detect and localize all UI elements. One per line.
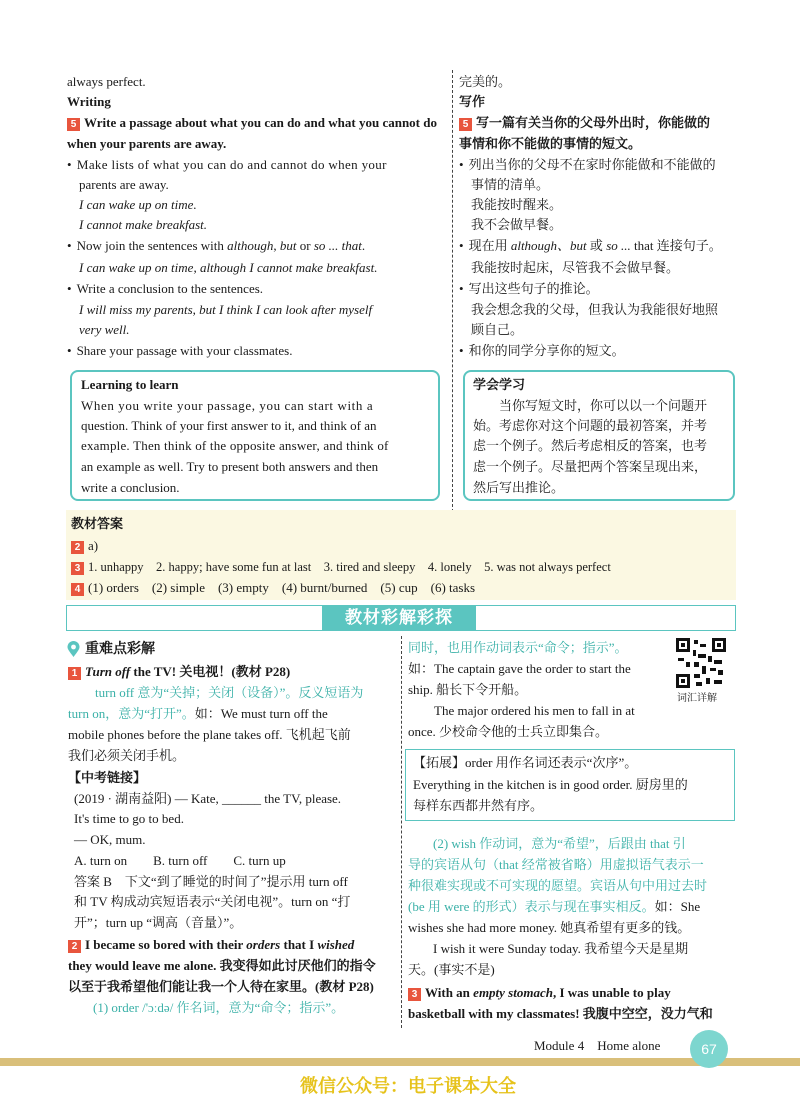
answer-row [71,559,611,575]
keyword: so ... [606,238,631,253]
text-line: mobile phones before the plane takes off. 飞机起飞前 [68,727,351,742]
number-badge: 5 [67,118,80,131]
box-line: example. Then think of the opposite answer, and think of [81,438,389,453]
bullet-item-cn [459,281,599,297]
task5-line2-cn: 事情和你不能做的事情的短文。 [459,136,642,151]
example-line: very well. [79,322,130,337]
text-fragment: 或 [586,238,607,253]
answer-text: 1. unhappy 2. happy; have some fun at last 3. tired and sleepy 4. lonely 5. was not always perfect [88,560,611,574]
text-line: 我能按时醒来。 [471,197,563,212]
bullet-text: 现在用 [468,238,511,253]
text-line: always perfect. [67,74,146,89]
qr-code[interactable] [676,638,726,688]
text-line: 我能按时起床，尽管我不会做早餐。 [471,260,680,275]
text-line: 完美的。 [459,74,512,89]
text-line: 以至于我希望他们能让我一个人待在家里。(教材 P28) [68,979,374,994]
text-line: 每样东西都井然有序。 [413,798,544,813]
answer-text: a) [88,538,99,553]
item1-title [68,664,290,680]
section-title: 重难点彩解 [85,641,155,657]
box-line-cn: 然后写出推论。 [473,480,565,495]
text-line: Everything in the kitchen is in good order. 厨房里的 [413,777,688,792]
number-badge: 3 [71,562,84,575]
text-fragment: I became so bored with their [85,937,247,952]
box-line-cn: 虑一个例子。尽量把两个答案呈现出来， [473,459,708,474]
keyword: although [227,238,274,253]
highlight-text: (be 用 were 的形式）表示与现在事实相反。 [408,899,655,914]
keyword: so ... that [313,238,362,253]
text-line: parents are away. [79,177,169,192]
keyword: wished [317,937,355,952]
module-label: Module 4 Home alone [534,1038,661,1053]
writing-heading-cn: 写作 [459,94,486,109]
text-line: 顾自己。 [471,322,524,337]
pin-icon [66,641,81,658]
box-line: question. Think of your first answer to it, and think of an [81,418,377,433]
number-badge: 1 [68,667,81,680]
text-line: 我们必须关闭手机。 [68,748,186,763]
bullet-text: Write a conclusion to the sentences. [76,281,264,296]
text-line: 天。(事实不是) [408,962,495,977]
exam-link-title: 【中考链接】 [68,770,147,785]
number-badge: 3 [408,988,421,1001]
text-line: turn off 意为“关掉；关闭（设备）”。反义短语为 [95,685,364,700]
box-line-cn: 当你写短文时，你可以以一个问题开 [499,398,708,413]
bullet-text: 写出这些句子的推论。 [468,281,599,296]
text-line: 导的宾语从句（that 经常被省略）用虚拟语气表示一 [408,857,704,872]
text-line: 种很难实现或不可实现的愿望。宾语从句中用过去时 [408,878,708,893]
bullet-text: Share your passage with your classmates. [76,343,293,358]
text-line: 我不会做早餐。 [471,217,563,232]
box-line-cn: 始。考虑你对这个问题的最初答案，并考 [473,418,708,433]
text-line: 如：The captain gave the order to start the [408,661,631,676]
text-fragment: or [296,238,314,253]
text-fragment: that I [280,937,318,952]
bullet-text: Now join the sentences with [76,238,228,253]
number-badge: 4 [71,583,84,596]
text-line: 我会想念我的父母，但我认为我能很好地照 [471,302,719,317]
example-line: I cannot make breakfast. [79,217,208,232]
text-line: basketball with my classmates! 我腹中空空，没力气和 [408,1006,713,1021]
text-line: 开”；turn up “调高（音量）”。 [74,915,243,930]
extension-title: 【拓展】order 用作名词还表示“次序”。 [413,755,638,770]
text-line: — OK, mum. [74,832,146,847]
page-number: 67 [690,1030,728,1068]
text-line [68,706,328,722]
banner-title: 教材彩解彩探 [322,605,476,631]
box-title-cn: 学会学习 [473,377,526,392]
text-line [408,899,700,915]
task5-line [67,115,437,131]
task5-text-cn: 写一篇有关当你的父母外出时，你能做的 [476,115,711,130]
answer-text: (1) orders (2) simple (3) empty (4) burnt/burned (5) cup (6) tasks [88,580,476,595]
task5-text: Write a passage about what you can do and what you cannot do [84,115,437,130]
bullet-item [67,238,365,254]
bullet-item [67,281,263,297]
text-fragment: 如：She [654,899,701,914]
text-line: 和 TV 构成动宾短语表示“关闭电视”。turn on “打 [74,894,351,909]
text-fragment: , I was unable to play [552,985,671,1000]
keyword: but [279,238,297,253]
text-fragment: 如：We must turn off the [194,706,328,721]
text-line: 同时，也用作动词表示“命令；指示”。 [408,640,628,655]
text-fragment: that 连接句子。 [630,238,722,253]
writing-heading: Writing [67,94,111,109]
text-fragment: , [273,238,280,253]
bullet-item [67,343,292,359]
task5-line-cn [459,115,710,131]
keyword: orders [246,937,281,952]
highlight-text: turn on，意为“打开”。 [68,706,195,721]
item2-title [68,937,354,953]
example-line: I will miss my parents, but I think I can look after myself [79,302,373,317]
box-line-cn: 虑一个例子。然后考虑相反的答案，也考 [473,438,708,453]
text-line: 答案 B 下文“到了睡觉的时间了”提示用 turn off [74,874,348,889]
text-line: once. 少校命令他的士兵立即集合。 [408,724,609,739]
example-line: I can wake up on time. [79,197,197,212]
number-badge: 2 [71,541,84,554]
answer-row [71,538,98,554]
text-line: 事情的清单。 [471,177,550,192]
item3-title [408,985,671,1001]
qr-label: 词汇详解 [677,693,717,704]
box-line: When you write your passage, you can start with a [81,398,374,413]
text-line: ship. 船长下令开船。 [408,682,528,697]
bullet-text: 列出当你的父母不在家时你能做和不能做的 [468,157,716,172]
example-line: I can wake up on time, although I cannot make breakfast. [79,260,378,275]
answer-row [71,580,475,596]
bullet-item-cn [459,343,625,359]
number-badge: 2 [68,940,81,953]
number-badge: 5 [459,118,472,131]
item-title-text: the TV! 关电视！(教材 P28) [130,664,291,679]
keyword: although、but [510,238,587,253]
answers-title: 教材答案 [71,516,124,531]
text-line: (2) wish 作动词，意为“希望”，后跟由 that 引 [433,836,686,851]
text-line: It's time to go to bed. [74,811,184,826]
wechat-watermark: 微信公众号：电子课本大全 [300,1076,516,1097]
footer-bar [0,1058,800,1066]
bullet-item-cn [459,238,722,254]
text-line: wishes she had more money. 她真希望有更多的钱。 [408,920,691,935]
text-fragment: . [361,238,366,253]
keyword: Turn off [85,664,131,679]
box-line: an example as well. Try to present both answers and then [81,459,379,474]
text-line: I wish it were Sunday today. 我希望今天是星期 [433,941,689,956]
bullet-text: 和你的同学分享你的短文。 [468,343,625,358]
text-line: they would leave me alone. 我变得如此讨厌他们的指令 [68,958,376,973]
bullet-text: Make lists of what you can do and cannot do when your [76,157,387,172]
options-line: A. turn on B. turn off C. turn up [74,853,286,868]
task5-line2: when your parents are away. [67,136,227,151]
column-divider [452,70,453,512]
text-line: (1) order /'ɔːdə/ 作名词，意为“命令；指示”。 [93,1000,345,1015]
keyword: empty stomach [473,985,553,1000]
box-line: write a conclusion. [81,480,180,495]
bullet-item [67,157,387,173]
text-line: The major ordered his men to fall in at [434,703,635,718]
bullet-item-cn [459,157,716,173]
column-divider [401,636,402,1028]
text-fragment: With an [425,985,474,1000]
text-line: (2019 · 湖南益阳) — Kate, ______ the TV, please. [74,791,342,806]
box-title: Learning to learn [81,377,179,392]
